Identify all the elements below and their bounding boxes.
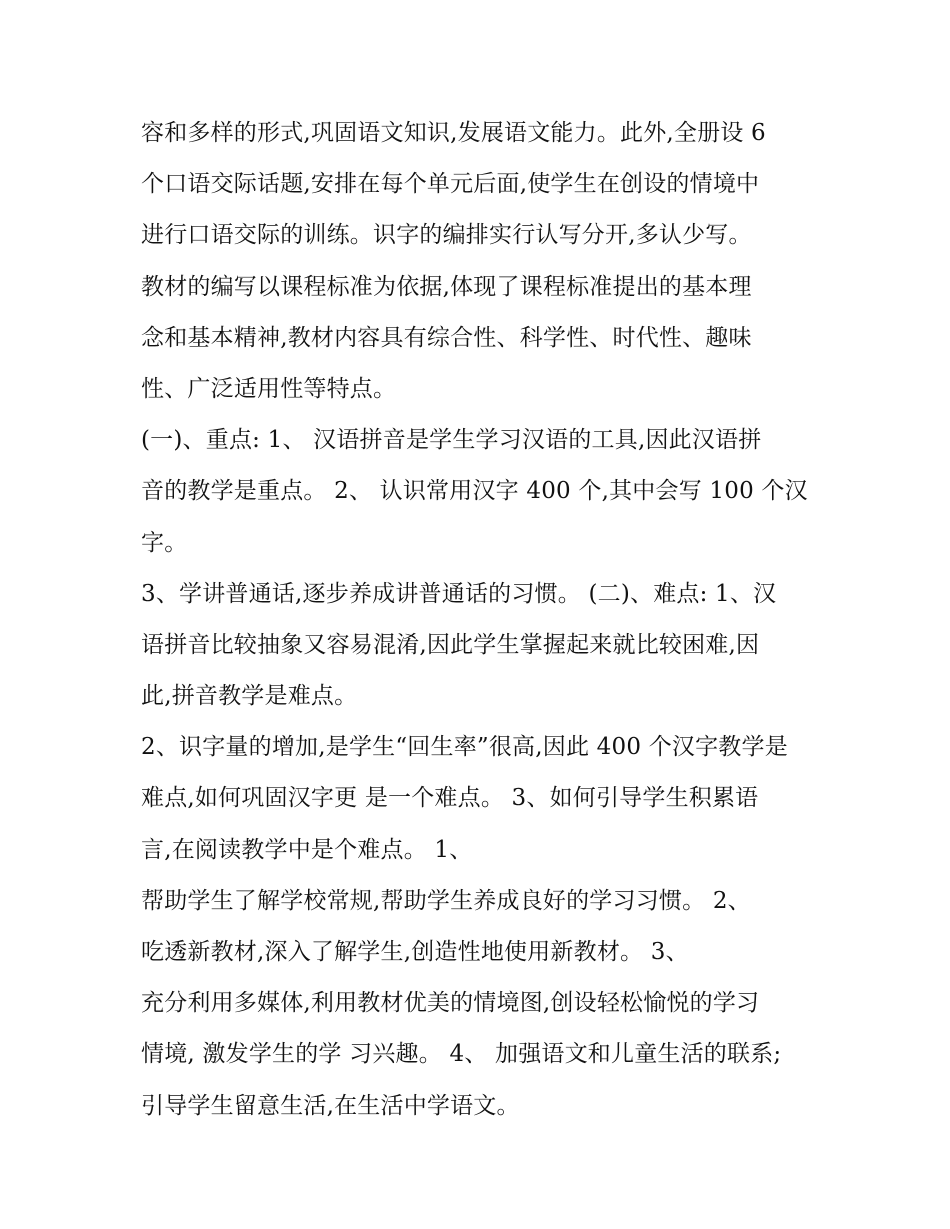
text-line: 此,拼音教学是难点。 (141, 683, 358, 710)
text-line: 引导学生留意生活,在生活中学语文。 (141, 1092, 520, 1119)
text-line: 帮助学生了解学校常规,帮助学生养成良好的学习习惯。 2、 (141, 887, 751, 914)
text-line: 容和多样的形式,巩固语文知识,发展语文能力。此外,全册设 6 (141, 120, 766, 146)
text-line: 音的教学是重点。 2、 认识常用汉字 400 个,其中会写 100 个汉 (141, 478, 808, 505)
text-line: 言,在阅读教学中是个难点。 1、 (141, 836, 473, 863)
text-line: 吃透新教材,深入了解学生,创造性地使用新教材。 3、 (141, 939, 689, 965)
text-line: 充分利用多媒体,利用教材优美的情境图,创设轻松愉悦的学习 (141, 990, 760, 1017)
text-line: 进行口语交际的训练。识字的编排实行认写分开,多认少写。 (141, 222, 752, 249)
text-line: (一)、重点: 1、 汉语拼音是学生学习汉语的工具,因此汉语拼 (141, 427, 762, 454)
document-body (141, 108, 831, 1132)
text-line: 语拼音比较抽象又容易混淆,因此学生掌握起来就比较困难,因 (141, 631, 760, 658)
text-line: 难点,如何巩固汉字更 是一个难点。 3、如何引导学生积累语 (141, 785, 759, 812)
text-line: 个口语交际话题,安排在每个单元后面,使学生在创设的情境中 (141, 171, 760, 198)
text-line: 字。 (141, 529, 188, 556)
text-line: 2、识字量的增加,是学生“回生率”很高,因此 400 个汉字教学是 (141, 734, 788, 761)
text-line: 念和基本精神,教材内容具有综合性、科学性、时代性、趣味 (141, 324, 752, 351)
text-line: 性、广泛适用性等特点。 (141, 375, 397, 402)
text-line: 教材的编写以课程标准为依据,体现了课程标准提出的基本理 (141, 273, 752, 300)
text-line: 3、学讲普通话,逐步养成讲普通话的习惯。 (二)、难点: 1、汉 (141, 580, 777, 607)
text-line: 情境, 激发学生的学 习兴趣。 4、 加强语文和儿童生活的联系; (141, 1041, 782, 1068)
